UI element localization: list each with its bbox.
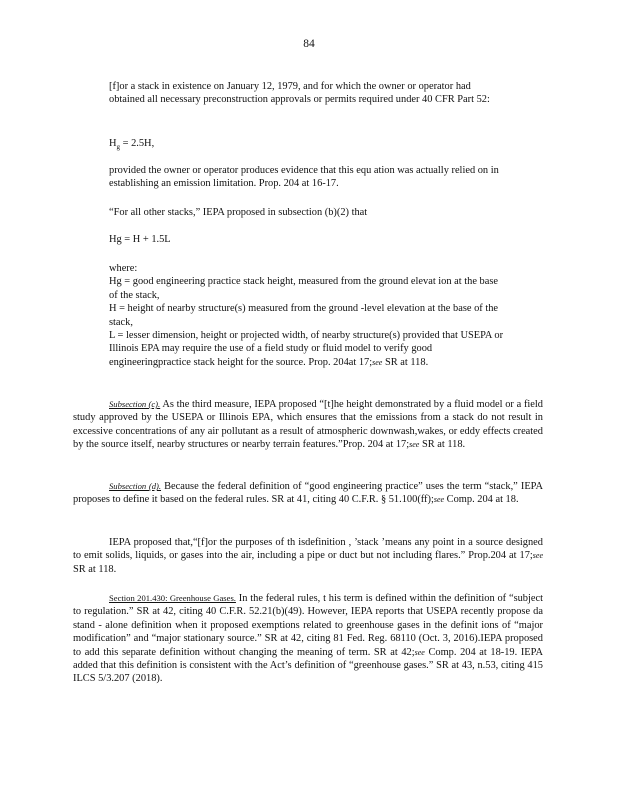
paragraph-stack-definition: IEPA proposed that,“[f]or the purposes of th isdefinition , ’stack ’means any point in a source designed to emit solids, liquids, or gases into the air, including a pipe or duct but not including flares.” Prop.204 at 17;see SR at 118. bbox=[73, 537, 543, 575]
heading-subsection-d: Subsection (d). bbox=[109, 481, 162, 491]
definition-hg: Hg = good engineering practice stack height, measured from the ground elevat ion at the base of the stack, bbox=[109, 276, 499, 301]
heading-greenhouse-gases: Section 201.430: Greenhouse Gases. bbox=[109, 593, 236, 603]
block-quote-intro bbox=[109, 80, 505, 107]
quote-text: [f]or a stack in existence on January 12, 1979, and for which the owner or operator had obtained all necessary preconstruction approvals or permits required under 40 CFR Part 52: bbox=[109, 81, 490, 106]
paragraph-subsection-d: Subsection (d). Because the federal definition of “good engineering practice” uses the term “stack,” IEPA proposes to define it based on the federal rules. SR at 41, citing 40 C.F.R. § 51.100(ff);see Comp. 204 at 18. bbox=[73, 481, 543, 506]
heading-subsection-c: Subsection (c). bbox=[109, 399, 161, 409]
definitions-list bbox=[109, 262, 505, 369]
paragraph-greenhouse-gases: Section 201.430: Greenhouse Gases. In the federal rules, t his term is defined within the definition of “subject to regulation.” SR at 42, citing 40 C.F.R. 52.21(b)(49). However, IEPA reports that USEPA recently propose da stand - alone definition when it proposed exemptions related to greenhouse gases in the definit ions of “major modification” and “major stationary source.” SR at 42, citing 81 Fed. Reg. 68110 (Oct. 3, 2016).IEPA proposed to add this separate definition without changing the meaning of term. SR at 42;see Comp. 204 at 18-19. IEPA added that this definition is consistent with the Act’s definition of “greenhouse gases.” SR at 43, n.53, citing 415 ILCS 5/3.207 (2018). bbox=[73, 593, 543, 685]
page-number: 84 bbox=[303, 38, 315, 50]
definition-h: H = height of nearby structure(s) measured from the ground -level elevation at the base of the stack, bbox=[109, 303, 499, 328]
formula-hg-other: Hg = H + 1.5L bbox=[109, 234, 171, 245]
quote-provided: provided the owner or operator produces evidence that this equ ation was actually relied on in establishing an emission limitation. Prop. 204 at 16-17. bbox=[109, 165, 499, 190]
formula-hg-existing: $H_g = 2.5H$, bbox=[109, 138, 155, 152]
paragraph-subsection-c: Subsection (c). As the third measure, IEPA proposed “[t]he height demonstrated by a fluid model or a field study approved by the USEPA or Illinois EPA, which ensures that the emissions from a stack do not result in excessive concentrations of any air pollutant as a result of atmospheric downwash,wakes, or eddy effects created by the source itself, nearby structures or nearby terrain features.”Prop. 204 at 17;see SR at 118. bbox=[73, 399, 543, 451]
where-label: where: bbox=[109, 263, 138, 274]
quote-other-stacks: “For all other stacks,” IEPA proposed in subsection (b)(2) that bbox=[109, 207, 368, 218]
definition-l: L = lesser dimension, height or projected width, of nearby structure(s) provided that USEPA or Illinois EPA may require the use of a field study or fluid model to verify good engineeringpractice stack height for the source. Prop. 204at 17;see SR at 118. bbox=[109, 330, 504, 368]
